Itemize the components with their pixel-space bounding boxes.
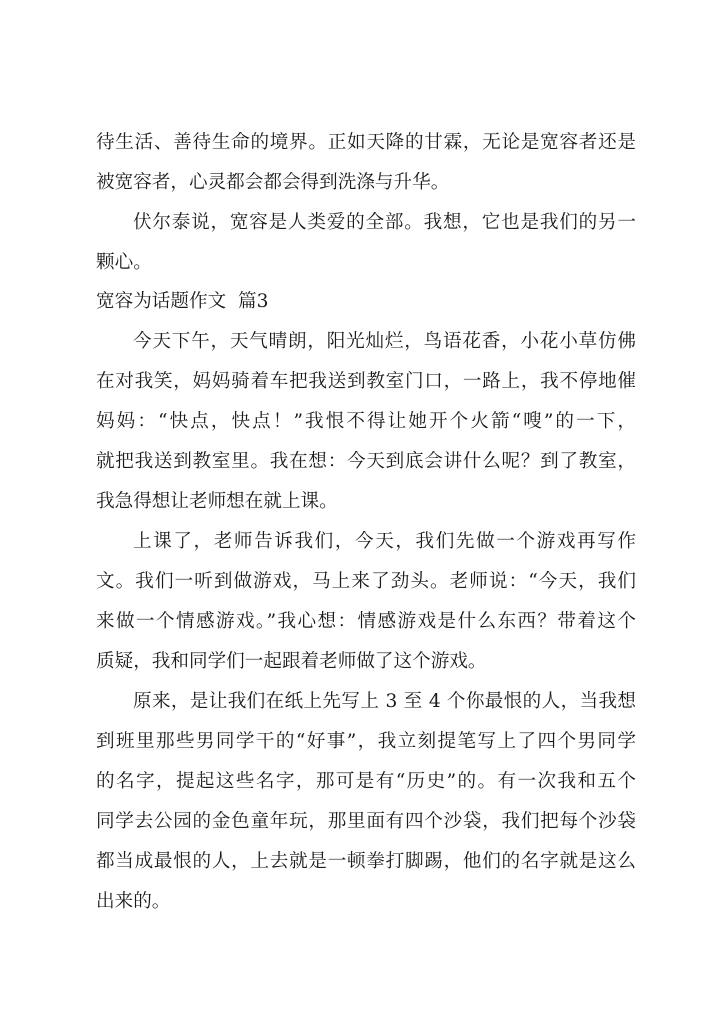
paragraph-1-line-2: 被宽容者，心灵都会都会得到洗涤与升华。 <box>96 172 450 193</box>
paragraph-5-line-1: 原来，是让我们在纸上先写上 3 至 4 个你最恨的人，当我想 <box>133 691 636 712</box>
paragraph-4-line-2: 文。我们一听到做游戏，马上来了劲头。老师说：“今天，我们 <box>96 571 636 592</box>
paragraph-3-line-3: 妈妈：“快点，快点！”我恨不得让她开个火箭“嗖”的一下， <box>96 411 636 432</box>
paragraph-4-line-4: 质疑，我和同学们一起跟着老师做了这个游戏。 <box>96 651 487 672</box>
paragraph-3-line-5: 我急得想让老师想在就上课。 <box>96 491 338 512</box>
paragraph-5-line-3: 的名字，提起这些名字，那可是有“历史”的。有一次我和五个 <box>96 771 636 792</box>
paragraph-1-line-1: 待生活、善待生命的境界。正如天降的甘霖，无论是宽容者还是 <box>96 132 636 153</box>
section-heading: 宽容为话题作文 篇3 <box>96 291 269 312</box>
paragraph-2-line-1: 伏尔泰说，宽容是人类爱的全部。我想，它也是我们的另一 <box>133 212 636 233</box>
paragraph-5-line-6: 出来的。 <box>96 891 171 912</box>
paragraph-3-line-1: 今天下午，天气晴朗，阳光灿烂，鸟语花香，小花小草仿佛 <box>133 331 636 352</box>
paragraph-4-line-1: 上课了，老师告诉我们，今天，我们先做一个游戏再写作 <box>133 531 636 552</box>
paragraph-5-line-2: 到班里那些男同学干的“好事”，我立刻提笔写上了四个男同学 <box>96 731 636 752</box>
paragraph-5-line-4: 同学去公园的金色童年玩，那里面有四个沙袋，我们把每个沙袋 <box>96 811 636 832</box>
paragraph-3-line-2: 在对我笑，妈妈骑着车把我送到教室门口，一路上，我不停地催 <box>96 371 636 392</box>
paragraph-3-line-4: 就把我送到教室里。我在想：今天到底会讲什么呢？到了教室， <box>96 451 636 472</box>
paragraph-5-line-5: 都当成最恨的人，上去就是一顿拳打脚踢，他们的名字就是这么 <box>96 851 636 872</box>
paragraph-4-line-3: 来做一个情感游戏。”我心想：情感游戏是什么东西？带着这个 <box>96 611 636 632</box>
paragraph-2-line-2: 颗心。 <box>96 252 152 273</box>
